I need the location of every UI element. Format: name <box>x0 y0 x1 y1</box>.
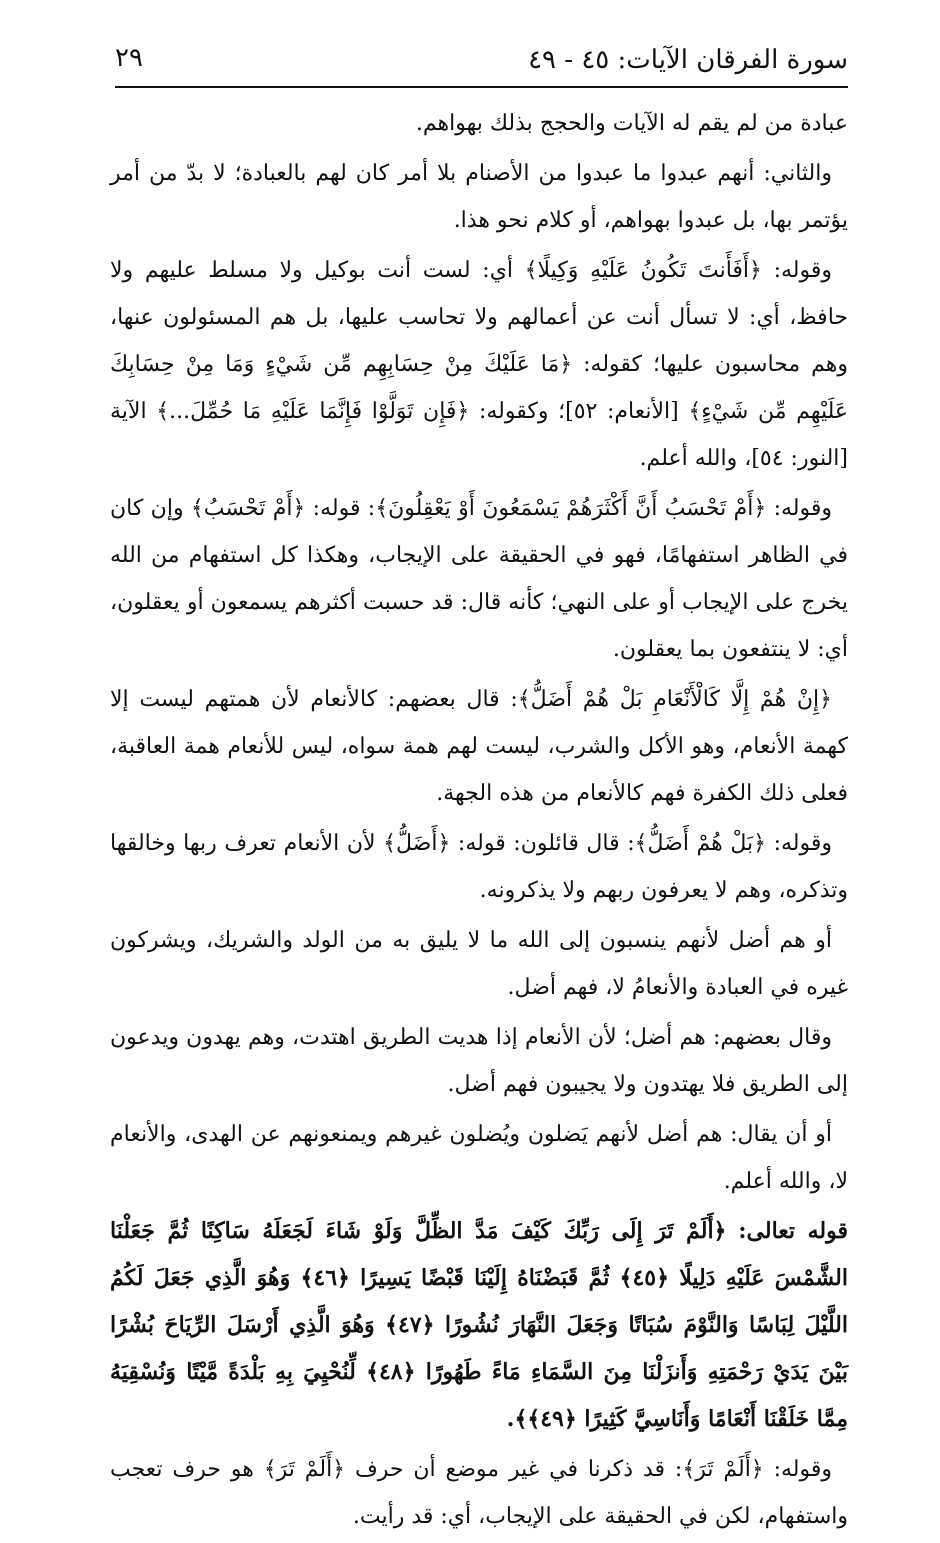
header-rule <box>115 86 848 88</box>
verse-label: قوله تعالى: <box>738 1218 848 1244</box>
paragraph-7: أو هم أضل لأنهم ينسبون إلى الله ما لا يليق به من الولد والشريك، ويشركون غيره في العبادة والأنعامُ لا، فهم أضل. <box>110 928 848 1000</box>
page-body <box>110 100 848 1543</box>
verse-text: ﴿أَلَمْ تَرَ إِلَى رَبِّكَ كَيْفَ مَدَّ الظِّلَّ وَلَوْ شَاءَ لَجَعَلَهُ سَاكِنًا ثُمَّ جَعَلْنَا الشَّمْسَ عَلَيْهِ دَلِيلًا ﴿٤٥﴾ ثُمَّ قَبَضْنَاهُ إِلَيْنَا قَبْضًا يَسِيرًا ﴿٤٦﴾ وَهُوَ الَّذِي جَعَلَ لَكُمُ اللَّيْلَ لِبَاسًا وَالنَّوْمَ سُبَاتًا وَجَعَلَ النَّهَارَ نُشُورًا ﴿٤٧﴾ وَهُوَ الَّذِي أَرْسَلَ الرِّيَاحَ بُشْرًا بَيْنَ يَدَيْ رَحْمَتِهِ وَأَنزَلْنَا مِنَ السَّمَاءِ مَاءً طَهُورًا ﴿٤٨﴾ لِّنُحْيِيَ بِهِ بَلْدَةً مَّيْتًا وَنُسْقِيَهُ مِمَّا خَلَقْنَا أَنْعَامًا وَأَنَاسِيَّ كَثِيرًا ﴿٤٩﴾﴾. <box>110 1218 848 1432</box>
paragraph-1: عبادة من لم يقم له الآيات والحجج بذلك بهواهم. <box>415 111 848 136</box>
paragraph-8: وقال بعضهم: هم أضل؛ لأن الأنعام إذا هديت الطريق اهتدت، وهم يهدون ويدعون إلى الطريق فلا يهتدون ولا يجيبون فهم أضل. <box>110 1025 848 1097</box>
verse-block <box>110 1208 848 1443</box>
paragraph-4: وقوله: ﴿أَمْ تَحْسَبُ أَنَّ أَكْثَرَهُمْ يَسْمَعُونَ أَوْ يَعْقِلُونَ﴾: قوله: ﴿أَمْ تَحْسَبُ﴾ وإن كان في الظاهر استفهامًا، فهو في الحقيقة على الإيجاب، وهكذا كل استفهام من الله يخرج على الإيجاب أو على النهي؛ كأنه قال: قد حسبت أكثرهم يسمعون أو يعقلون، أي: لا ينتفعون بما يعقلون. <box>110 496 848 662</box>
running-title: سورة الفرقان الآيات: ٤٥ - ٤٩ <box>528 45 848 75</box>
page-header <box>115 36 848 88</box>
closing-paragraph: وقوله: ﴿أَلَمْ تَرَ﴾: قد ذكرنا في غير موضع أن حرف ﴿أَلَمْ تَرَ﴾ هو حرف تعجب واستفهام، لكن في الحقيقة على الإيجاب، أي: قد رأيت. <box>110 1457 848 1529</box>
paragraph-6: وقوله: ﴿بَلْ هُمْ أَضَلُّ﴾: قال قائلون: قوله: ﴿أَضَلُّ﴾ لأن الأنعام تعرف ربها وخالقها وتذكره، وهم لا يعرفون ربهم ولا يذكرونه. <box>110 831 848 903</box>
paragraph-5: ﴿إِنْ هُمْ إِلَّا كَالْأَنْعَامِ بَلْ هُمْ أَضَلُّ﴾: قال بعضهم: كالأنعام لأن همتهم ليست إلا كهمة الأنعام، وهو الأكل والشرب، ليست لهم همة سواه، ليس للأنعام همة العاقبة، فعلى ذلك الكفرة فهم كالأنعام من هذه الجهة. <box>110 687 848 806</box>
page-number: ٢٩ <box>115 43 143 73</box>
paragraph-3: وقوله: ﴿أَفَأَنتَ تَكُونُ عَلَيْهِ وَكِيلًا﴾ أي: لست أنت بوكيل ولا مسلط عليهم ولا حافظ، أي: لا تسأل أنت عن أعمالهم ولا تحاسب عليها، بل هم المسئولون عنها، وهم محاسبون عليها؛ كقوله: ﴿مَا عَلَيْكَ مِنْ حِسَابِهِم مِّن شَيْءٍ وَمَا مِنْ حِسَابِكَ عَلَيْهِم مِّن شَيْءٍ﴾ [الأنعام: ٥٢]؛ وكقوله: ﴿فَإِن تَوَلَّوْا فَإِنَّمَا عَلَيْهِ مَا حُمِّلَ...﴾ الآية [النور: ٥٤]، والله أعلم. <box>110 258 849 471</box>
paragraph-2: والثاني: أنهم عبدوا ما عبدوا من الأصنام بلا أمر كان لهم بالعبادة؛ لا بدّ من أمر يؤتمر بها، بل عبدوا بهواهم، أو كلام نحو هذا. <box>110 161 848 233</box>
paragraph-9: أو أن يقال: هم أضل لأنهم يَضلون ويُضلون غيرهم ويمنعونهم عن الهدى، والأنعام لا، والله أعلم. <box>110 1122 848 1194</box>
